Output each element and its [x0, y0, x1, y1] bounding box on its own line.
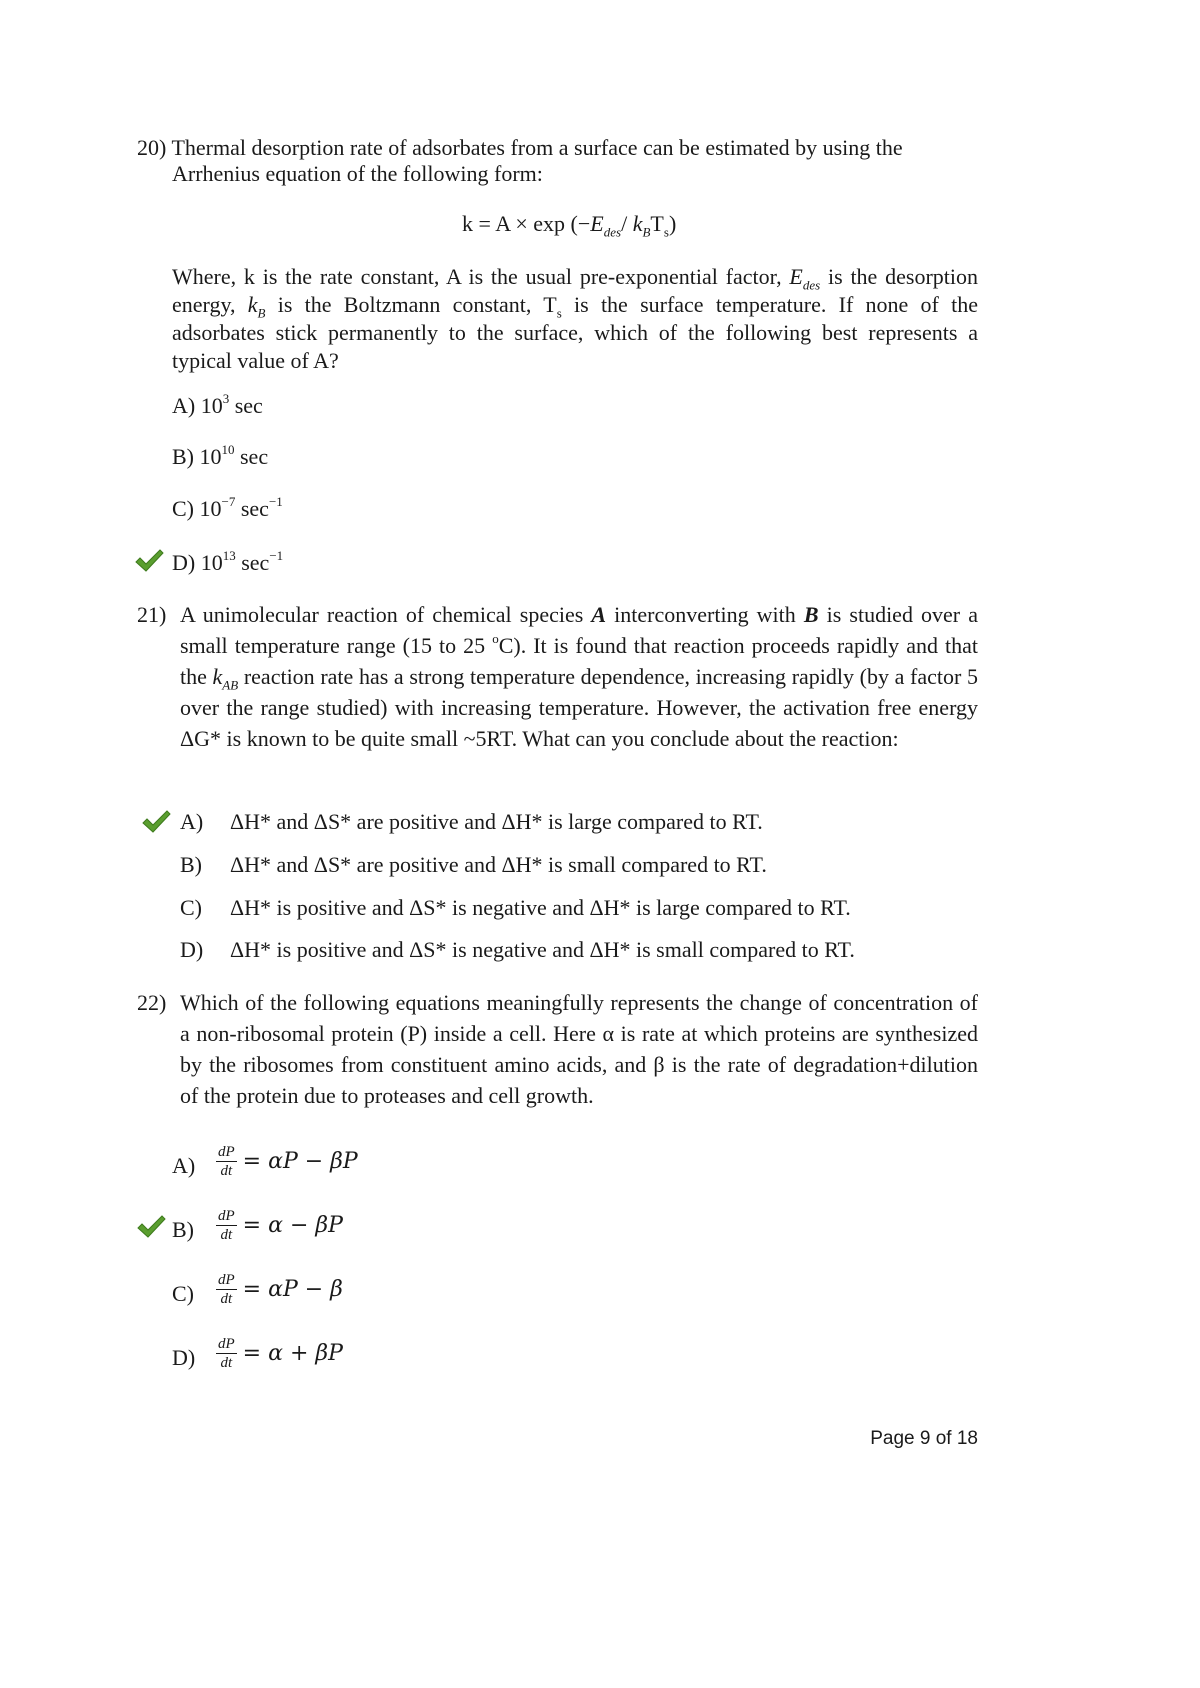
q20-option-c: C) $10^{-7}$ $\sec^{-1}$ — [172, 493, 283, 521]
checkmark-icon — [136, 1214, 166, 1240]
page-number: Page 9 of 18 — [870, 1428, 978, 1449]
q21-option-d-text: ΔH* is positive and ΔS* is negative and ΔH* is small compared to RT. — [230, 937, 855, 962]
q20-line1 — [137, 134, 979, 162]
q21-option-a-letter: A) — [180, 809, 204, 834]
q22-number: 22) — [137, 990, 167, 1015]
q21-option-c-text: ΔH* is positive and ΔS* is negative and ΔH* is large compared to RT. — [230, 895, 851, 920]
q22-option-c-equation: $\frac{dP}{dt}$ = αP − β — [218, 1272, 343, 1307]
q21-option-a-text: ΔH* and ΔS* are positive and ΔH* is large compared to RT. — [230, 809, 763, 834]
q21-option-b-letter: B) — [180, 852, 202, 877]
q20-number: 20) — [137, 135, 167, 160]
q20-equation: $k = A \times \exp (-E_{des}/$ $k_BT_s$) — [462, 211, 677, 240]
q20-option-a: A) $10^3$ sec — [172, 390, 263, 418]
q22-option-a-equation: $\frac{dP}{dt}$ = αP − βP — [218, 1144, 358, 1179]
q22-option-b-letter: B) — [172, 1217, 194, 1242]
q20-option-d: D) $10^{13}$ $\sec^{-1}$ — [172, 547, 284, 575]
q21-option-b-text: ΔH* and ΔS* are positive and ΔH* is small compared to RT. — [230, 852, 767, 877]
q20-stem-line2: Arrhenius equation of the following form: — [172, 161, 543, 186]
q20-stem-line1: Thermal desorption rate of adsorbates from a surface can be estimated by using the — [171, 135, 903, 160]
q20-where-paragraph: Where, k is the rate constant, A is the usual pre-exponential factor, $E_{des}$ is the desorption energy, $k_B$ is the Boltzmann constant, $T_s$ is the surface temperature. If none of the adsorbates stick permanently to the surface, which of the following best represents a typical value of A? — [172, 264, 978, 373]
q22-option-d-equation: $\frac{dP}{dt}$ = α + βP — [218, 1336, 343, 1371]
q20-option-b: B) $10^{10}$ sec — [172, 441, 269, 469]
q21-number: 21) — [137, 602, 167, 627]
checkmark-icon — [141, 809, 171, 835]
q22-option-a-letter: A) — [172, 1153, 196, 1178]
q21-option-d-letter: D) — [180, 937, 204, 962]
q22-stem: Which of the following equations meaningfully represents the change of concentration of a non-ribosomal protein (P) inside a cell. Here α is rate at which proteins are synthesized by the ribosomes from constituent amino acids, and β is the rate of degradation+dilution of the protein due to proteases and cell growth. — [180, 990, 978, 1108]
q22-option-c-letter: C) — [172, 1281, 194, 1306]
q21-option-c-letter: C) — [180, 895, 202, 920]
q21-stem: A unimolecular reaction of chemical species A interconverting with B is studied over a small temperature range (15 to 25 $^o$C). It is found that reaction proceeds rapidly and that the $k_{AB}$ reaction rate has a strong temperature dependence, increasing rapidly (by a factor 5 over the range studied) with increasing temperature. However, the activation free energy ΔG* is known to be quite small ~5RT. What can you conclude about the reaction: — [180, 602, 978, 751]
q22-option-b-equation: $\frac{dP}{dt}$ = α − βP — [218, 1208, 343, 1243]
checkmark-icon — [134, 548, 164, 574]
q22-option-d-letter: D) — [172, 1345, 196, 1370]
